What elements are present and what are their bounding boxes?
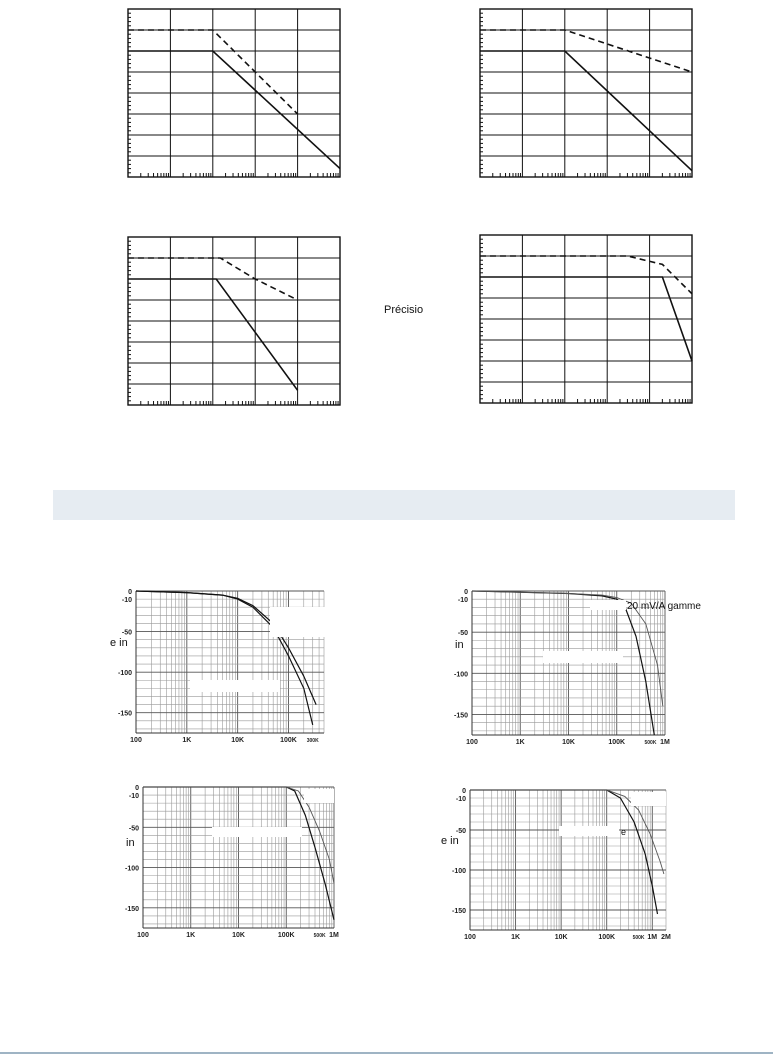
chart-7-annotation: e — [621, 827, 627, 837]
y-tick-label: -10 — [455, 796, 466, 803]
label-mask — [543, 651, 623, 663]
x-tick-label: 100K — [598, 934, 616, 941]
x-tick-label: 2M — [661, 934, 671, 941]
label-mask — [270, 607, 325, 637]
chart-4-left-label: e in — [110, 637, 128, 649]
y-tick-label: -10 — [121, 597, 132, 605]
x-tick-label: 10K — [232, 932, 245, 939]
y-tick-label: 0 — [462, 788, 466, 795]
y-tick-label: -100 — [451, 868, 466, 875]
label-mask — [304, 789, 334, 803]
chart-7-left-label: e in — [441, 835, 459, 847]
series-line-1 — [128, 51, 340, 169]
chart-5-left-label: in — [455, 639, 464, 651]
label-mask — [631, 792, 666, 806]
y-tick-label: -150 — [451, 908, 466, 915]
section-band — [53, 490, 735, 520]
label-mask — [590, 600, 626, 610]
y-tick-label: 0 — [464, 589, 468, 596]
x-tick-label: 100K — [277, 932, 295, 939]
y-tick-label: -150 — [453, 712, 468, 720]
y-tick-label: -50 — [128, 825, 139, 833]
y-tick-label: 0 — [135, 785, 139, 792]
x-tick-label: 10K — [562, 739, 575, 746]
x-tick-label: 100K — [608, 739, 626, 746]
y-tick-label: -100 — [453, 671, 468, 679]
x-tick-label: 100 — [466, 739, 478, 746]
y-tick-label: 0 — [128, 589, 132, 596]
y-tick-label: -50 — [455, 828, 466, 835]
x-tick-label: 100 — [137, 932, 149, 939]
x-tick-label: 100 — [130, 737, 142, 744]
x-tick-label: 10K — [231, 737, 245, 744]
x-tick-label: 1K — [515, 739, 525, 746]
label-mask — [212, 827, 302, 837]
center-label: Précisio — [384, 304, 424, 316]
chart-5-annotation: 20 mV/A gamme — [627, 601, 701, 612]
y-tick-label: -50 — [457, 630, 468, 638]
label-mask — [559, 826, 619, 836]
x-tick-label: 1K — [511, 934, 521, 941]
series-line-0 — [480, 256, 692, 294]
y-tick-label: -10 — [128, 793, 139, 801]
x-tick-label: 1M — [329, 932, 339, 939]
x-tick-label: 1M — [660, 739, 670, 746]
y-tick-label: -100 — [124, 865, 139, 873]
x-tick-label: 100K — [280, 737, 297, 744]
x-tick-label: 300K — [306, 738, 319, 744]
x-tick-label: 1K — [182, 737, 192, 744]
chart-6-left-label: in — [126, 837, 135, 849]
y-tick-label: -150 — [117, 710, 132, 718]
y-tick-label: -100 — [117, 670, 132, 678]
y-tick-label: -50 — [121, 629, 132, 637]
x-tick-label: 500K — [644, 740, 657, 746]
y-tick-label: -10 — [457, 597, 468, 605]
bottom-rule — [0, 1052, 773, 1054]
x-tick-label: 1M — [647, 934, 658, 941]
x-tick-label: 500K — [632, 935, 645, 941]
x-tick-label: 100 — [464, 934, 476, 941]
x-tick-label: 500K — [313, 933, 326, 939]
series-line-0 — [470, 790, 658, 914]
x-tick-label: 10K — [554, 934, 568, 941]
series-line-1 — [480, 51, 692, 171]
label-mask — [190, 680, 280, 692]
x-tick-label: 1K — [186, 932, 196, 939]
y-tick-label: -150 — [124, 905, 139, 913]
